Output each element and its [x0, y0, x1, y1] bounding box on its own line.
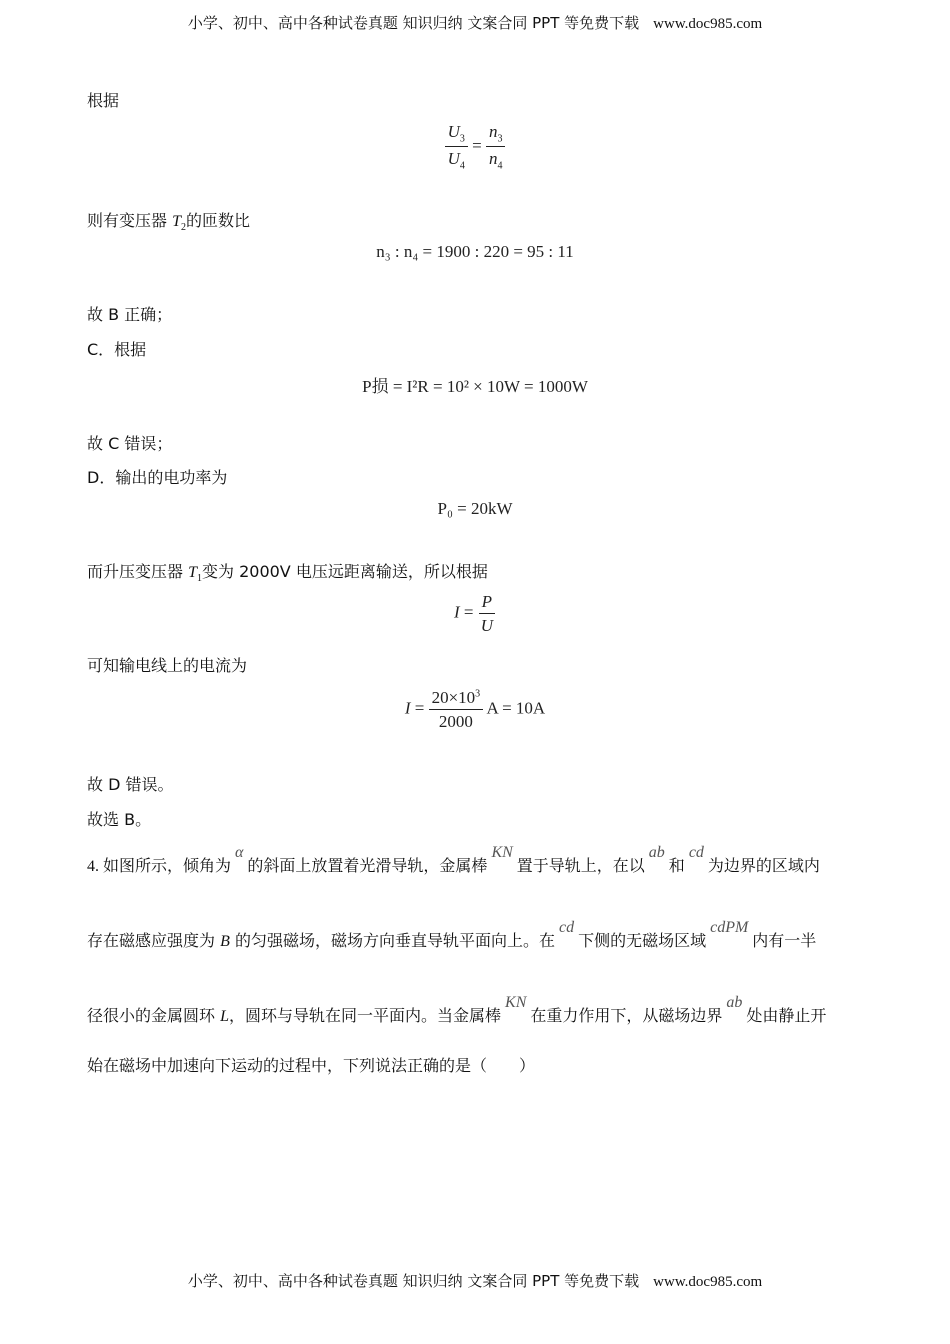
text-line-5: 故 C 错误； [87, 434, 173, 453]
text-line-1: 根据 [87, 91, 120, 110]
header-url[interactable]: www.doc985.com [653, 16, 763, 32]
text-line-9: 故 D 错误。 [87, 775, 174, 794]
equation-voltage-ratio: $\frac{U_3}{U_4}$ = $\frac{n_3}{n_4}$ [0, 122, 950, 172]
text-line-10: 故选 B。 [87, 810, 152, 829]
question-4-line-3: 径很小的金属圆环 L，圆环与导轨在同一平面内。当金属棒KN在重力作用下，从磁场边界ab处由静止开 [87, 994, 827, 1025]
question-4-line-4: 始在磁场中加速向下运动的过程中，下列说法正确的是（ ） [87, 1056, 536, 1075]
page-header [0, 12, 950, 33]
text-line-7: 而升压变压器 $T_1$变为 2000V 电压远距离输送，所以根据 [87, 562, 488, 585]
text-line-4: C．根据 [87, 340, 147, 359]
page-footer [0, 1270, 950, 1291]
text-line-3: 故 B 正确； [87, 305, 173, 324]
equation-turns-ratio: n₃ : n₄ = 1900 : 220 = 95 : 11 [376, 242, 574, 261]
text-line-8: 可知输电线上的电流为 [87, 656, 248, 675]
equation-power-loss: P损 = I²R = 10² × 10W = 1000W [362, 377, 588, 396]
text-line-6: D．输出的电功率为 [87, 468, 228, 487]
footer-text: 小学、初中、高中各种试卷真题 知识归纳 文案合同 PPT 等免费下载 [187, 1272, 640, 1290]
equation-current-formula: I = $\frac{P}{U}$ [0, 592, 950, 635]
question-4-line-1: 4. 如图所示，倾角为α的斜面上放置着光滑导轨，金属棒KN置于导轨上，在以ab和cd为边界的区域内 [87, 844, 820, 875]
footer-url[interactable]: www.doc985.com [653, 1274, 763, 1290]
equation-current-value: I = $\frac{20\times 10^3}{2000}$ A = 10A [404, 688, 546, 731]
header-text: 小学、初中、高中各种试卷真题 知识归纳 文案合同 PPT 等免费下载 [187, 14, 640, 32]
question-4-line-2: 存在磁感应强度为 B 的匀强磁场，磁场方向垂直导轨平面向上。在cd下侧的无磁场区域cdPM内有一半 [87, 919, 817, 950]
text-line-2: 则有变压器 $T_2$的匝数比 [87, 211, 251, 234]
equation-output-power: P₀ = 20kW [437, 499, 513, 518]
